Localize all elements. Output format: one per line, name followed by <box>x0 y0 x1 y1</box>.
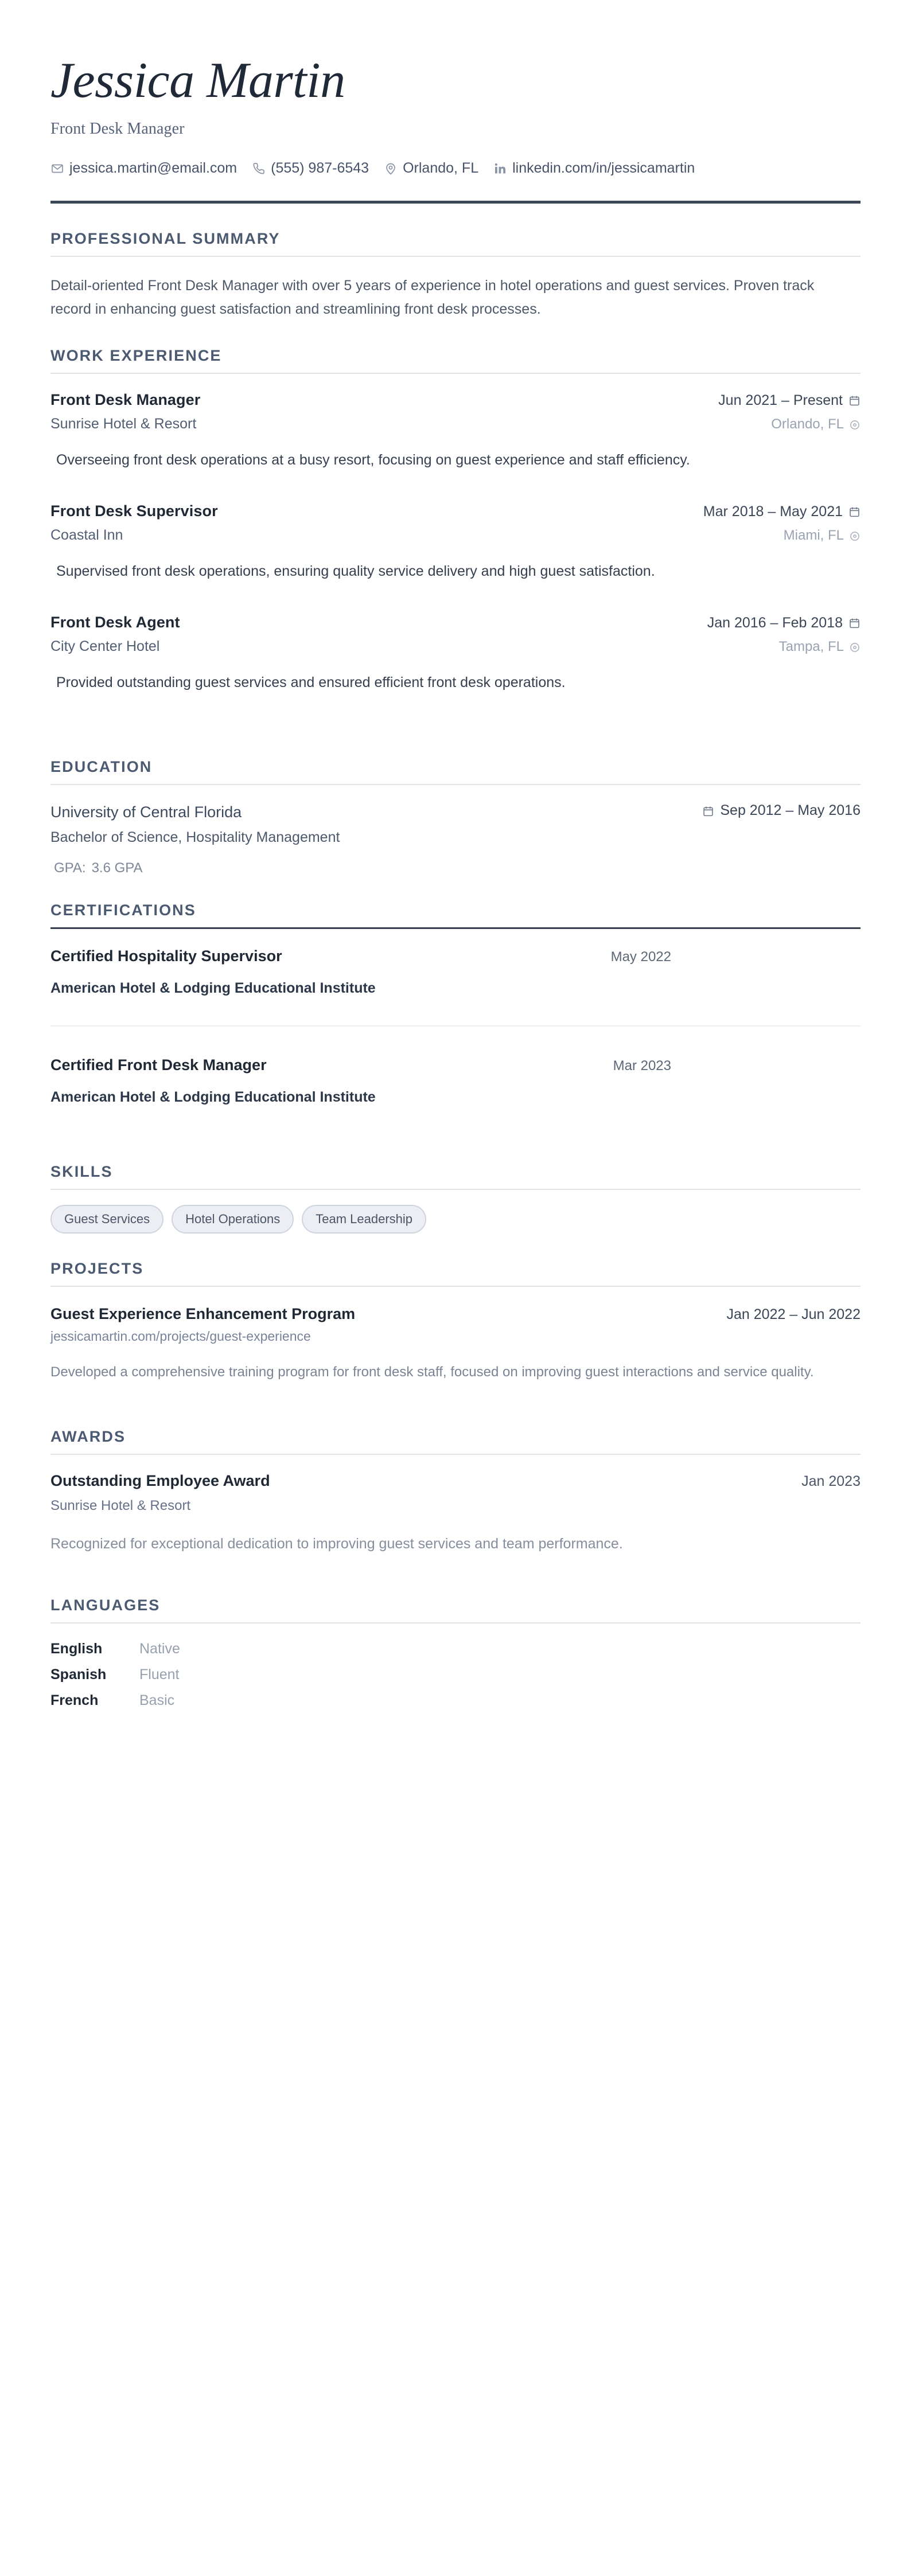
experience-item <box>50 502 861 583</box>
skill-pill: Hotel Operations <box>172 1205 294 1234</box>
certification-item <box>50 939 861 1025</box>
section-work-experience <box>50 347 861 694</box>
language-row <box>50 1692 861 1709</box>
award-name: Outstanding Employee Award <box>50 1472 270 1489</box>
section-awards <box>50 1428 861 1555</box>
section-title-experience: WORK EXPERIENCE <box>50 347 222 364</box>
section-title-summary: PROFESSIONAL SUMMARY <box>50 230 281 247</box>
education-gpa <box>54 860 861 876</box>
experience-location-text: Tampa, FL <box>778 639 844 654</box>
experience-dates-text: Jun 2021 – Present <box>718 392 843 408</box>
location-pin-icon <box>384 162 398 175</box>
phone-icon <box>252 162 266 175</box>
section-title-projects: PROJECTS <box>50 1259 144 1277</box>
language-name: Spanish <box>50 1666 107 1683</box>
experience-dates <box>707 615 861 631</box>
certification-issuer: American Hotel & Lodging Educational Institute <box>50 1089 376 1106</box>
certification-name: Certified Front Desk Manager <box>50 1056 267 1074</box>
experience-location <box>779 639 861 655</box>
experience-item <box>50 614 861 694</box>
experience-description: Supervised front desk operations, ensuring quality service delivery and high guest satisfaction. <box>56 563 655 579</box>
location-pin-icon <box>849 641 861 653</box>
section-title-languages: LANGUAGES <box>50 1596 161 1614</box>
education-dates <box>702 802 861 819</box>
contact-location <box>384 160 478 177</box>
experience-item <box>50 391 861 471</box>
contact-info-row <box>50 160 861 177</box>
experience-dates <box>718 392 861 409</box>
experience-dates <box>703 504 861 520</box>
experience-description: Overseeing front desk operations at a busy resort, focusing on guest experience and staff efficiency. <box>56 452 690 468</box>
section-languages <box>50 1597 861 1709</box>
section-title-education: EDUCATION <box>50 758 153 775</box>
education-school: University of Central Florida <box>50 803 242 821</box>
award-organization: Sunrise Hotel & Resort <box>50 1497 191 1513</box>
experience-role: Front Desk Manager <box>50 391 201 408</box>
calendar-icon <box>848 395 861 407</box>
location-pin-icon <box>849 419 861 430</box>
language-row <box>50 1666 861 1683</box>
certification-date: May 2022 <box>610 949 671 965</box>
education-degree: Bachelor of Science, Hospitality Management <box>50 829 340 845</box>
project-item <box>50 1305 861 1383</box>
award-item <box>50 1472 861 1555</box>
contact-phone[interactable] <box>252 160 369 177</box>
skill-pill: Team Leadership <box>302 1205 426 1234</box>
experience-dates-text: Jan 2016 – Feb 2018 <box>707 615 843 631</box>
certification-item <box>50 1025 861 1134</box>
language-level: Fluent <box>139 1666 180 1683</box>
certification-date: Mar 2023 <box>613 1058 671 1074</box>
language-level: Native <box>139 1640 180 1657</box>
candidate-job-title: Front Desk Manager <box>50 120 185 138</box>
certification-name: Certified Hospitality Supervisor <box>50 947 282 965</box>
award-description: Recognized for exceptional dedication to improving guest services and team performance. <box>50 1535 623 1552</box>
section-certifications <box>50 901 861 1134</box>
linkedin-icon <box>493 162 507 175</box>
section-title-certifications: CERTIFICATIONS <box>50 901 196 919</box>
experience-location-text: Miami, FL <box>783 528 844 543</box>
education-item <box>50 802 861 876</box>
experience-company: Coastal Inn <box>50 527 123 543</box>
experience-location-text: Orlando, FL <box>771 416 844 432</box>
location-pin-icon <box>849 530 861 541</box>
skills-list <box>50 1205 861 1234</box>
project-name: Guest Experience Enhancement Program <box>50 1305 356 1322</box>
summary-text: Detail-oriented Front Desk Manager with over 5 years of experience in hotel operations and guest services. Proven track record in enhancing guest satisfaction and streamlining front desk processes. <box>50 278 815 317</box>
languages-list <box>50 1641 861 1709</box>
page-bottom-whitespace <box>50 1709 861 2225</box>
contact-location-text: Orlando, FL <box>403 160 479 176</box>
contact-email[interactable] <box>50 160 237 177</box>
experience-role: Front Desk Supervisor <box>50 502 218 520</box>
experience-dates-text: Mar 2018 – May 2021 <box>703 504 843 520</box>
section-education <box>50 758 861 876</box>
contact-linkedin-text: linkedin.com/in/jessicamartin <box>512 160 695 176</box>
resume-header <box>50 43 861 204</box>
header-divider <box>50 201 861 204</box>
experience-description: Provided outstanding guest services and ensured efficient front desk operations. <box>56 674 566 690</box>
project-dates: Jan 2022 – Jun 2022 <box>726 1306 861 1322</box>
contact-linkedin[interactable] <box>493 160 695 177</box>
section-projects <box>50 1260 861 1383</box>
section-professional-summary <box>50 230 861 321</box>
section-title-skills: SKILLS <box>50 1163 113 1181</box>
calendar-icon <box>848 617 861 629</box>
calendar-icon <box>702 805 714 817</box>
calendar-icon <box>848 506 861 518</box>
section-title-awards: AWARDS <box>50 1427 126 1445</box>
email-icon <box>50 162 64 175</box>
project-url[interactable]: jessicamartin.com/projects/guest-experience <box>50 1328 311 1344</box>
education-dates-text: Sep 2012 – May 2016 <box>720 802 861 818</box>
experience-company: City Center Hotel <box>50 638 160 654</box>
project-description: Developed a comprehensive training program for front desk staff, focused on improving guest interactions and service quality. <box>50 1364 814 1380</box>
language-row <box>50 1641 861 1657</box>
experience-role: Front Desk Agent <box>50 614 180 631</box>
education-gpa-label: GPA: <box>54 860 86 876</box>
contact-email-text: jessica.martin@email.com <box>69 160 238 176</box>
candidate-name: Jessica Martin <box>50 53 345 108</box>
award-date: Jan 2023 <box>801 1473 861 1489</box>
language-name: English <box>50 1640 103 1657</box>
contact-phone-text: (555) 987-6543 <box>271 160 369 176</box>
skill-pill: Guest Services <box>50 1205 163 1234</box>
experience-location <box>771 416 861 432</box>
education-gpa-value: 3.6 GPA <box>91 860 143 876</box>
experience-company: Sunrise Hotel & Resort <box>50 416 197 432</box>
language-level: Basic <box>139 1692 175 1708</box>
section-skills <box>50 1163 861 1234</box>
certification-issuer: American Hotel & Lodging Educational Institute <box>50 980 376 997</box>
language-name: French <box>50 1692 99 1708</box>
experience-location <box>784 528 861 544</box>
